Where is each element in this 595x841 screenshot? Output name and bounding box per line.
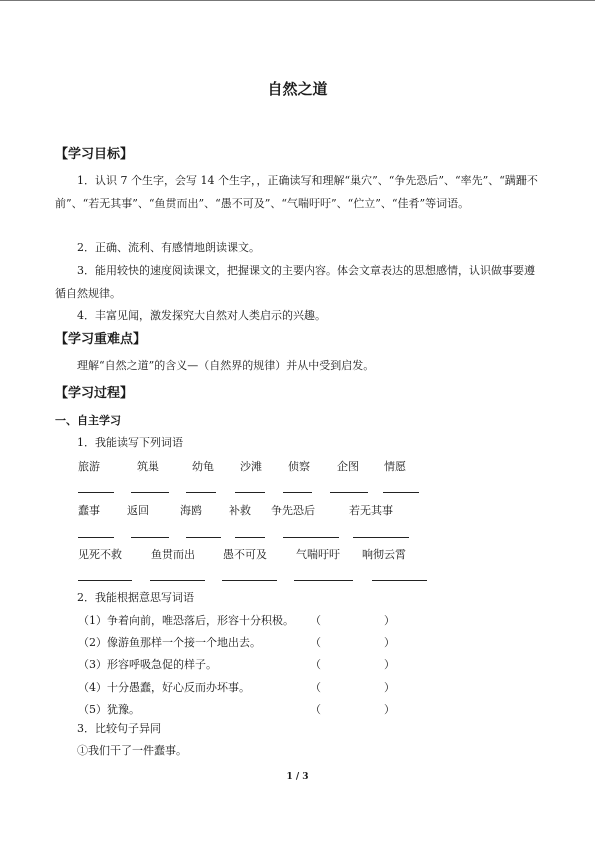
word-item: 若无其事 (349, 504, 393, 517)
word-item: 见死不救 (78, 548, 122, 561)
page-title: 自然之道 (267, 80, 328, 98)
word-item: 沙滩 (240, 460, 262, 473)
paren-close: ） (384, 658, 395, 671)
answer-blank[interactable] (235, 492, 265, 493)
question-2: 2．我能根据意思写词语 (77, 591, 194, 604)
answer-blank[interactable] (131, 537, 169, 538)
compare-sentence-1: ①我们干了一件蠢事。 (77, 744, 187, 757)
key-points-text: 理解“自然之道”的含义—（自然界的规律）并从中受到启发。 (77, 359, 375, 372)
paren-open: （ (310, 614, 321, 627)
goal-item-1: 1．认识 7 个生字，会写 14 个生字，，正确读写和理解“巢穴”、“争先恐后”、“率先”、“蹒跚不前”、“若无其事”、“鱼贯而出”、“愚不可及”、“气喘吁吁”、“伫立”、“佳肴”等词语。 (55, 174, 538, 210)
answer-blank[interactable] (283, 492, 312, 493)
meaning-item: （3）形容呼吸急促的样子。 (78, 658, 217, 671)
answer-blank[interactable] (235, 537, 265, 538)
word-item: 返回 (127, 504, 149, 517)
word-item: 筑巢 (137, 460, 159, 473)
word-item: 争先恐后 (271, 504, 315, 517)
answer-blank[interactable] (372, 580, 427, 581)
answer-blank[interactable] (78, 537, 114, 538)
paren-open: （ (310, 658, 321, 671)
answer-blank[interactable] (131, 492, 169, 493)
goals-heading: 【学习目标】 (55, 147, 134, 162)
word-item: 侦察 (288, 460, 310, 473)
word-item: 企图 (337, 460, 359, 473)
meaning-item: （4）十分愚蠢，好心反而办坏事。 (78, 681, 250, 694)
word-item: 海鸥 (180, 504, 202, 517)
paren-open: （ (310, 636, 321, 649)
goal-item-4: 4．丰富见闻，激发探究大自然对人类启示的兴趣。 (77, 309, 326, 322)
page-top-border (0, 0, 595, 1)
paren-close: ） (384, 681, 395, 694)
key-points-heading: 【学习重难点】 (55, 332, 147, 347)
paren-open: （ (310, 703, 321, 716)
question-3: 3．比较句子异同 (77, 722, 161, 735)
word-item: 气喘吁吁 (296, 548, 340, 561)
answer-blank[interactable] (186, 537, 221, 538)
answer-blank[interactable] (294, 580, 353, 581)
part-one-heading: 一、自主学习 (55, 414, 121, 427)
process-heading: 【学习过程】 (55, 386, 134, 401)
meaning-item: （1）争着向前，唯恐落后，形容十分积极。 (78, 614, 294, 627)
word-item: 情愿 (384, 460, 406, 473)
answer-blank[interactable] (186, 492, 216, 493)
answer-blank[interactable] (150, 580, 205, 581)
answer-blank[interactable] (383, 492, 419, 493)
question-1: 1．我能读写下列词语 (77, 436, 183, 449)
paren-close: ） (384, 703, 395, 716)
word-item: 响彻云霄 (362, 548, 406, 561)
page-number: 1 / 3 (286, 772, 309, 782)
answer-blank[interactable] (78, 492, 114, 493)
paren-close: ） (384, 614, 395, 627)
answer-blank[interactable] (78, 580, 132, 581)
answer-blank[interactable] (330, 492, 368, 493)
answer-blank[interactable] (283, 537, 339, 538)
paren-open: （ (310, 681, 321, 694)
meaning-item: （2）像游鱼那样一个接一个地出去。 (78, 636, 261, 649)
goal-item-2: 2．正确、流利、有感情地朗读课文。 (77, 241, 260, 254)
paren-close: ） (384, 636, 395, 649)
word-item: 愚不可及 (223, 548, 267, 561)
goal-item-3: 3．能用较快的速度阅读课文，把握课文的主要内容。体会文章表达的思想感情，认识做事要遵循自然规律。 (55, 264, 535, 300)
word-item: 幼龟 (192, 460, 214, 473)
answer-blank[interactable] (353, 537, 409, 538)
word-item: 旅游 (78, 460, 100, 473)
word-item: 鱼贯而出 (151, 548, 195, 561)
word-item: 蠢事 (78, 504, 100, 517)
answer-blank[interactable] (222, 580, 277, 581)
meaning-item: （5）犹豫。 (78, 703, 140, 716)
word-item: 补救 (229, 504, 251, 517)
